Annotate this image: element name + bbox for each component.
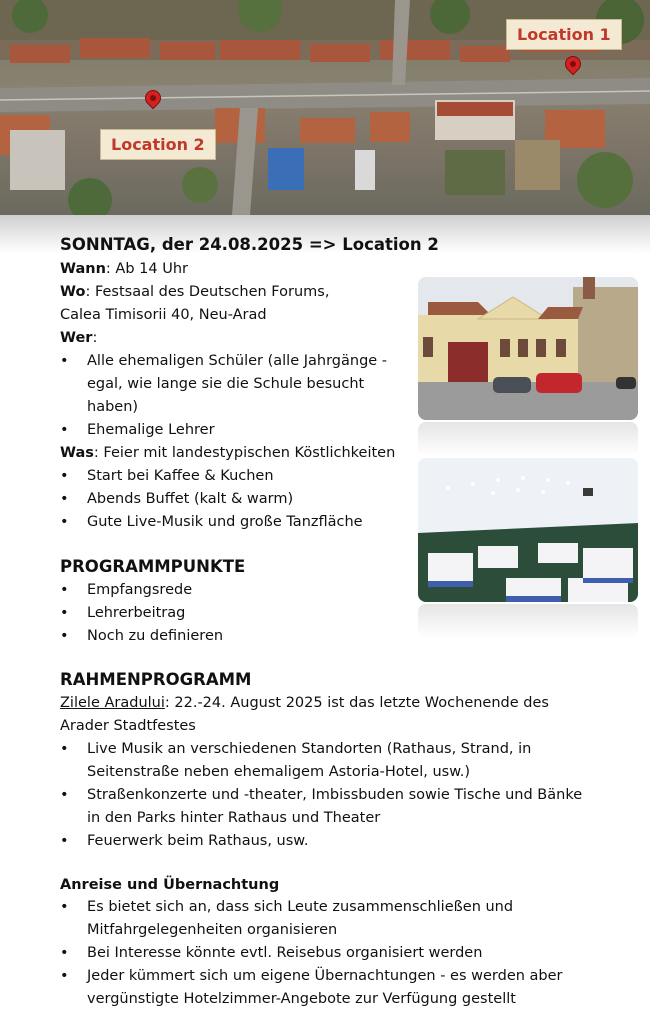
wer-list bbox=[60, 350, 410, 442]
was-value: : Feier mit landestypischen Köstlichkeiten bbox=[93, 445, 396, 461]
list-item: • Ehemalige Lehrer bbox=[60, 419, 410, 442]
location-2-label: Location 2 bbox=[100, 129, 216, 160]
rahmen-list bbox=[60, 738, 590, 853]
wo-address: Calea Timisorii 40, Neu-Arad bbox=[60, 307, 267, 323]
was-list bbox=[60, 465, 630, 534]
was-label: Was bbox=[60, 445, 94, 461]
list-item: • Live Musik an verschiedenen Standorten (Rathaus, Strand, in Seitenstraße neben ehemaligem Astoria-Hotel, usw.) bbox=[60, 738, 590, 784]
list-item: • Abends Buffet (kalt & warm) bbox=[60, 488, 630, 511]
list-item: • Empfangsrede bbox=[60, 579, 630, 602]
list-item: • Feuerwerk beim Rathaus, usw. bbox=[60, 830, 590, 853]
wo-row bbox=[60, 281, 630, 304]
wann-row bbox=[60, 258, 630, 281]
anreise-title: Anreise und Übernachtung bbox=[60, 877, 280, 893]
rahmen-intro-text: : 22.-24. August 2025 ist das letzte Wochenende des Arader Stadtfestes bbox=[60, 695, 549, 734]
wer-label: Wer bbox=[60, 330, 93, 346]
programm-list bbox=[60, 579, 630, 648]
list-item: • Alle ehemaligen Schüler (alle Jahrgänge - egal, wie lange sie die Schule besucht haben) bbox=[60, 350, 410, 419]
list-item: • Start bei Kaffee & Kuchen bbox=[60, 465, 630, 488]
event-heading: SONNTAG, der 24.08.2025 => Location 2 bbox=[60, 235, 439, 254]
wer-row bbox=[60, 327, 630, 350]
wann-value: : Ab 14 Uhr bbox=[105, 261, 188, 277]
list-item: • Straßenkonzerte und -theater, Imbissbuden sowie Tische und Bänke in den Parks hinter Rathaus und Theater bbox=[60, 784, 590, 830]
was-row bbox=[60, 442, 630, 465]
aerial-map bbox=[0, 0, 650, 215]
rahmen-title: RAHMENPROGRAMM bbox=[60, 670, 252, 689]
wer-colon: : bbox=[92, 330, 98, 346]
list-item: • Noch zu definieren bbox=[60, 625, 630, 648]
anreise-list bbox=[60, 896, 595, 1011]
wann-label: Wann bbox=[60, 261, 106, 277]
zilele-aradului-link[interactable]: Zilele Aradului bbox=[60, 695, 165, 711]
wo-value: : Festsaal des Deutschen Forums, bbox=[85, 284, 330, 300]
rahmen-intro bbox=[60, 692, 590, 738]
list-item: • Gute Live-Musik und große Tanzfläche bbox=[60, 511, 630, 534]
event-details bbox=[60, 232, 630, 1011]
wo-label: Wo bbox=[60, 284, 86, 300]
programm-title: PROGRAMMPUNKTE bbox=[60, 557, 246, 576]
list-item: • Jeder kümmert sich um eigene Übernachtungen - es werden aber vergünstigte Hotelzimmer-Angebote zur Verfügung gestellt bbox=[60, 965, 595, 1011]
location-1-label: Location 1 bbox=[506, 19, 622, 50]
list-item: • Es bietet sich an, dass sich Leute zusammenschließen und Mitfahrgelegenheiten organisieren bbox=[60, 896, 595, 942]
list-item: • Bei Interesse könnte evtl. Reisebus organisiert werden bbox=[60, 942, 595, 965]
list-item: • Lehrerbeitrag bbox=[60, 602, 630, 625]
